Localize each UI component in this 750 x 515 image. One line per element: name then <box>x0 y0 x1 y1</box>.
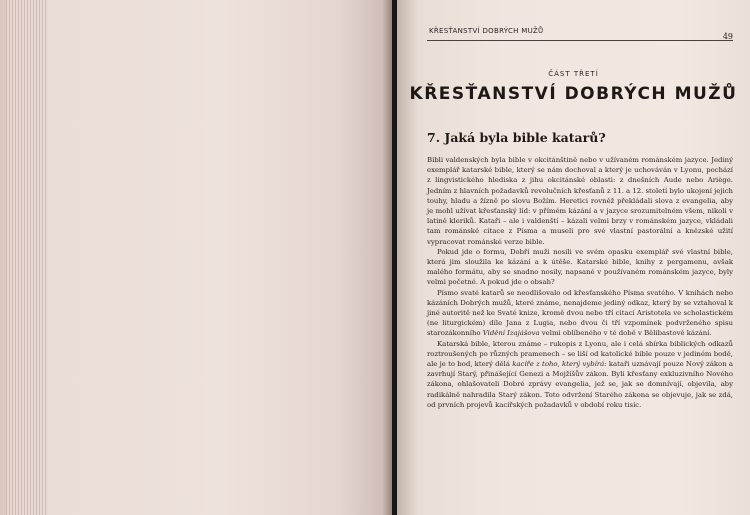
paragraph: Bibli valdenských byla bible v okcitánštině nebo v užívaném románském jazyce. Jediný exemplář katarské bible, který se nám dochoval a který je uchováván v Lyonu, pochází z lingvistického hlediska z jihu okcitánské oblasti: z dnešních Aude nebo Ariège. Jedním z hlavních požadavků revolučních křesťanů z 11. a 12. století bylo ukojení jejich touhy, hladu a žízně po slovu Božím. Heretici rovněž překládali slova z evangelia, aby je mohl užívat křesťanský lid: v přímém kázání a v jazyce srozumitelném všem, nikoli v latině kleriků. Kataři – ale i valdenští – kázali velmi brzy v románském jazyce, vkládali tam románské citace z Písma a museli pro své vlastní pastorální a knězské užití vypracovat románské verze bible. <box>427 156 733 246</box>
page-edges <box>6 0 48 515</box>
paragraph: Pokud jde o formu, Dobří muži nosili ve svém opasku exemplář své vlastní bible, která jim sloužila ke kázání a k útěše. Katarské bible, knihy z pergamenu, avšak malého formátu, aby se snadno nosily, napsané v používaném románském jazyce, byly velmi početné. A pokud jde o obsah? <box>427 247 733 287</box>
paragraph-text: Katarská bible, kterou známe – rukopis z Lyonu, ale i celá sbírka biblických odkazů roztroušených po různých pramenech – se liší od katolické bible pouze v jediném bodě, ale je to bod, který dělá <box>427 339 733 369</box>
italic-title: Vidění Izajášova <box>482 329 540 338</box>
paragraph <box>427 339 733 410</box>
part-title: KŘESŤANSTVÍ DOBRÝCH MUŽŮ <box>409 84 738 104</box>
left-page-crease <box>382 0 392 515</box>
page-number: 49 <box>722 32 733 41</box>
body-text <box>427 155 733 410</box>
part-label: ČÁST TŘETÍ <box>548 70 599 78</box>
paragraph-text: velmi oblíbeného v té době v Bělibastově kázání. <box>541 329 712 338</box>
italic-phrase: kacíře z toho, který vybírá: <box>512 360 607 369</box>
chapter-title: 7. Jaká byla bible katarů? <box>427 130 606 145</box>
paragraph-text: kataři uznávají pouze Nový zákon a zavrhují Starý, přinášející Genezi a Mojžíšův zákon. Byli křesťany exkluzivního Nového zákona, ohlašovateli Dobré zprávy evangelia, jež se, jak se domnívají, objevila, aby radikálně nahradila Starý zákon. Toto odvržení Starého zákona se objevuje, jak se zdá, od prvních projevů kacířských požadavků v období roku tisíc. <box>427 360 733 409</box>
paragraph-text: Písmo svaté katarů se neodlišovalo od křesťanského Písma svatého. V knihách nebo kázáních Dobrých mužů, které známe, nenajdeme jediný odkaz, který by se vztahoval k jiné autoritě než ke Svaté knize, kromě dvou nebo tří citací Aristotela ve scholastickém (ne liturgickém) díle Jana z Lugia, nebo dvou či tří vzpomínek podvrženého spisu starozákonního <box>427 288 733 338</box>
left-page-blank-area <box>48 0 392 515</box>
right-page <box>397 0 750 515</box>
running-head <box>427 26 733 41</box>
running-head-title: KŘESŤANSTVÍ DOBRÝCH MUŽŮ <box>429 27 544 35</box>
paragraph <box>427 288 733 339</box>
